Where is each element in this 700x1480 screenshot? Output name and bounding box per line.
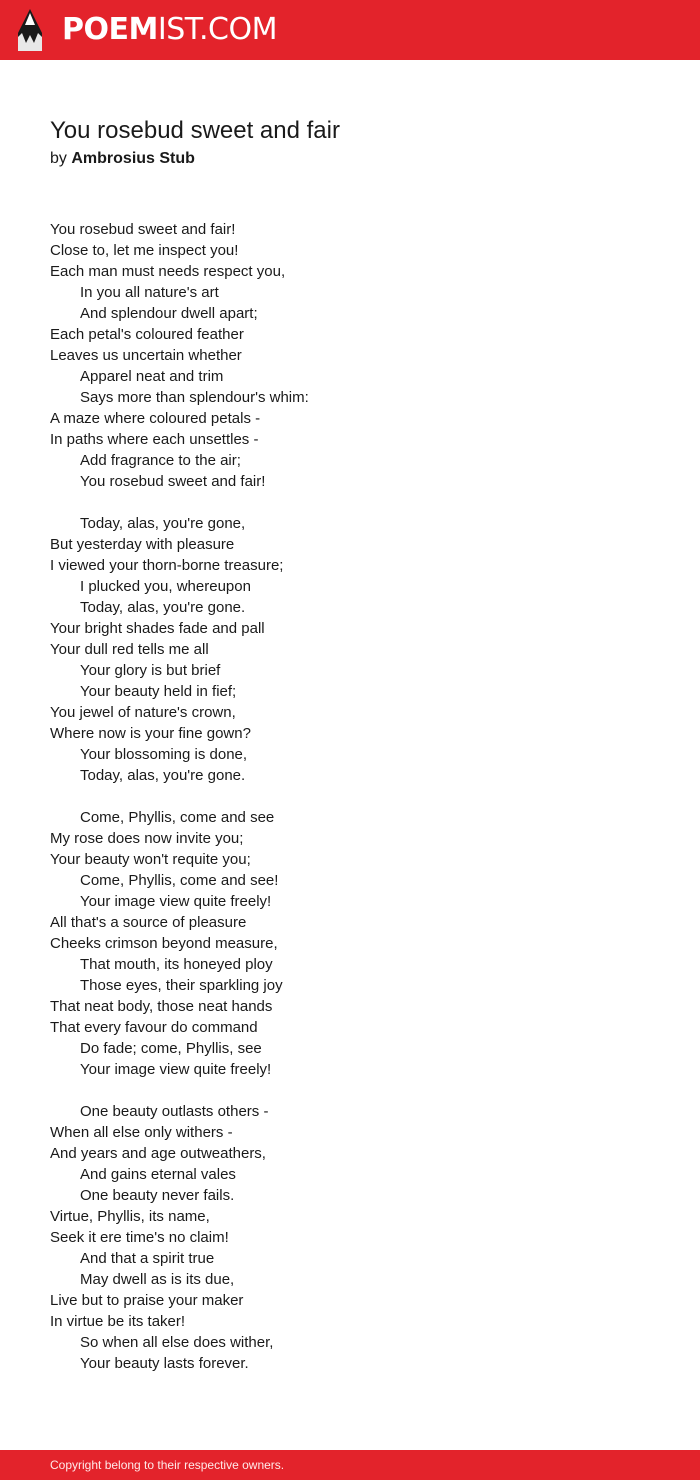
stanza bbox=[50, 219, 650, 492]
poem-line: Each man must needs respect you, bbox=[50, 263, 286, 280]
poem-line: Do fade; come, Phyllis, see bbox=[80, 1040, 262, 1057]
poem-line: Live but to praise your maker bbox=[50, 1292, 244, 1309]
poem-line: Cheeks crimson beyond measure, bbox=[50, 935, 278, 952]
poem-line: Those eyes, their sparkling joy bbox=[80, 977, 283, 994]
poem-line: But yesterday with pleasure bbox=[50, 536, 235, 553]
poem-line: I plucked you, whereupon bbox=[80, 578, 251, 595]
poem-line: Apparel neat and trim bbox=[80, 368, 224, 385]
poem-line: All that's a source of pleasure bbox=[50, 914, 247, 931]
poem-line: And splendour dwell apart; bbox=[80, 305, 258, 322]
stanza bbox=[50, 513, 650, 786]
poem-line: In paths where each unsettles - bbox=[50, 431, 259, 448]
byline bbox=[50, 148, 195, 170]
poem-line: Today, alas, you're gone. bbox=[80, 767, 246, 784]
poem-line: May dwell as is its due, bbox=[80, 1271, 235, 1288]
poem-line: That every favour do command bbox=[50, 1019, 258, 1036]
poem-line: You rosebud sweet and fair! bbox=[50, 221, 236, 238]
poem-line: Your beauty won't requite you; bbox=[50, 851, 251, 868]
poem-line: Your beauty held in fief; bbox=[80, 683, 237, 700]
poem-body bbox=[50, 219, 650, 1395]
poem-line: One beauty outlasts others - bbox=[80, 1103, 269, 1120]
poem-line: And that a spirit true bbox=[80, 1250, 215, 1267]
poem-line: And gains eternal vales bbox=[80, 1166, 236, 1183]
poem-line: Your blossoming is done, bbox=[80, 746, 248, 763]
by-prefix: by bbox=[50, 150, 67, 167]
poem-line: Seek it ere time's no claim! bbox=[50, 1229, 229, 1246]
copyright-text: Copyright belong to their respective owners. bbox=[50, 1458, 285, 1472]
poem-line: In you all nature's art bbox=[80, 284, 219, 301]
poem-line: That mouth, its honeyed ploy bbox=[80, 956, 273, 973]
stanza bbox=[50, 807, 650, 1080]
poem-line: My rose does now invite you; bbox=[50, 830, 244, 847]
poem-line: Each petal's coloured feather bbox=[50, 326, 244, 343]
poem-line: Where now is your fine gown? bbox=[50, 725, 251, 742]
poem-line: When all else only withers - bbox=[50, 1124, 233, 1141]
poem-title: You rosebud sweet and fair bbox=[50, 117, 340, 144]
poem-line: You rosebud sweet and fair! bbox=[80, 473, 266, 490]
pencil-nib-icon bbox=[18, 9, 42, 51]
poem-line: One beauty never fails. bbox=[80, 1187, 235, 1204]
poem-line: Your bright shades fade and pall bbox=[50, 620, 265, 637]
poem-line: A maze where coloured petals - bbox=[50, 410, 261, 427]
poem-line: Your image view quite freely! bbox=[80, 1061, 272, 1078]
poem-line: Come, Phyllis, come and see! bbox=[80, 872, 279, 889]
poem-line: Virtue, Phyllis, its name, bbox=[50, 1208, 210, 1225]
poem-line: Close to, let me inspect you! bbox=[50, 242, 239, 259]
author-name[interactable]: Ambrosius Stub bbox=[71, 150, 195, 167]
site-logo[interactable] bbox=[18, 9, 277, 51]
poem-line: Leaves us uncertain whether bbox=[50, 347, 242, 364]
logo-text bbox=[62, 9, 277, 51]
poem-line: Your image view quite freely! bbox=[80, 893, 272, 910]
poem-line: Today, alas, you're gone, bbox=[80, 515, 246, 532]
poem-line: So when all else does wither, bbox=[80, 1334, 274, 1351]
poem-line: Your glory is but brief bbox=[80, 662, 221, 679]
poem-line: In virtue be its taker! bbox=[50, 1313, 186, 1330]
poem-line: Your beauty lasts forever. bbox=[80, 1355, 249, 1372]
poem-line: And years and age outweathers, bbox=[50, 1145, 266, 1162]
site-footer bbox=[0, 1450, 700, 1480]
poem-line: Your dull red tells me all bbox=[50, 641, 209, 658]
logo-text-bold: POEM bbox=[62, 12, 158, 47]
poem-line: Says more than splendour's whim: bbox=[80, 389, 309, 406]
poem-line: You jewel of nature's crown, bbox=[50, 704, 236, 721]
logo-text-light: IST.COM bbox=[157, 12, 277, 47]
poem-line: Add fragrance to the air; bbox=[80, 452, 241, 469]
poem-line: Come, Phyllis, come and see bbox=[80, 809, 275, 826]
stanza bbox=[50, 1101, 650, 1374]
poem-line: That neat body, those neat hands bbox=[50, 998, 273, 1015]
poem-line: Today, alas, you're gone. bbox=[80, 599, 246, 616]
poem-line: I viewed your thorn-borne treasure; bbox=[50, 557, 284, 574]
site-header bbox=[0, 0, 700, 60]
